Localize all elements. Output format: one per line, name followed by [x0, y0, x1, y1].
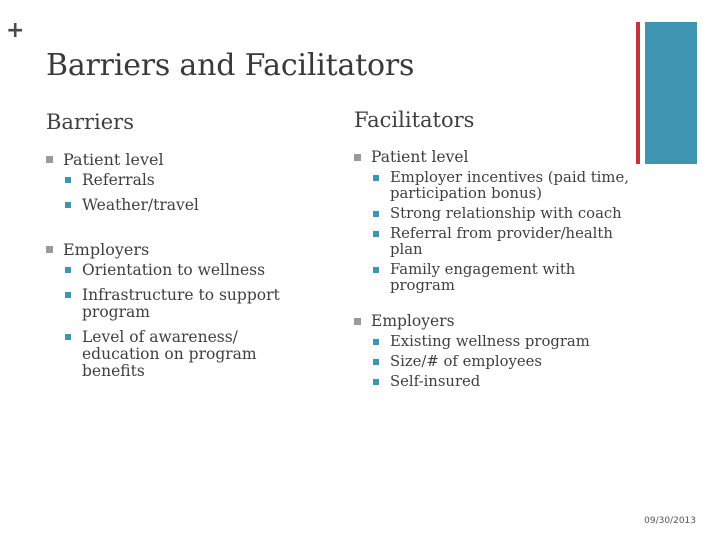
- list-item: Self-insured: [371, 374, 639, 390]
- list-item-label: Employers: [63, 240, 150, 259]
- barriers-list: [46, 150, 316, 380]
- list-item: Referrals: [63, 172, 316, 189]
- accent-bar-teal: [645, 22, 697, 164]
- barriers-heading: Barriers: [46, 110, 134, 134]
- list-item: Orientation to wellness: [63, 262, 316, 279]
- slide-date: 09/30/2013: [644, 516, 696, 526]
- list-item-label: Patient level: [63, 150, 164, 169]
- list-item-label: Employers: [371, 312, 455, 330]
- list-item: Level of awareness/ education on program benefits: [63, 329, 316, 380]
- barriers-item-employers: [46, 240, 316, 380]
- facilitators-item-patient-level: [354, 148, 639, 294]
- list-item: Weather/travel: [63, 197, 316, 214]
- facilitators-item-employers: [354, 312, 639, 390]
- barriers-item-patient-level: [46, 150, 316, 214]
- slide-title: Barriers and Facilitators: [46, 48, 415, 83]
- facilitators-column: [354, 106, 639, 408]
- list-item: Family engagement with program: [371, 262, 639, 294]
- list-item: Size/# of employees: [371, 354, 639, 370]
- sub-list: [371, 334, 639, 390]
- list-item: Strong relationship with coach: [371, 206, 639, 222]
- facilitators-heading: Facilitators: [354, 108, 475, 132]
- sub-list: [63, 262, 316, 380]
- plus-icon: +: [6, 18, 25, 43]
- facilitators-list: [354, 148, 639, 390]
- list-item: Referral from provider/health plan: [371, 226, 639, 258]
- list-item: Existing wellness program: [371, 334, 639, 350]
- list-item: Employer incentives (paid time, participation bonus): [371, 170, 639, 202]
- sub-list: [63, 172, 316, 214]
- list-item: Infrastructure to support program: [63, 287, 316, 321]
- list-item-label: Patient level: [371, 148, 469, 166]
- sub-list: [371, 170, 639, 294]
- barriers-column: [46, 108, 316, 406]
